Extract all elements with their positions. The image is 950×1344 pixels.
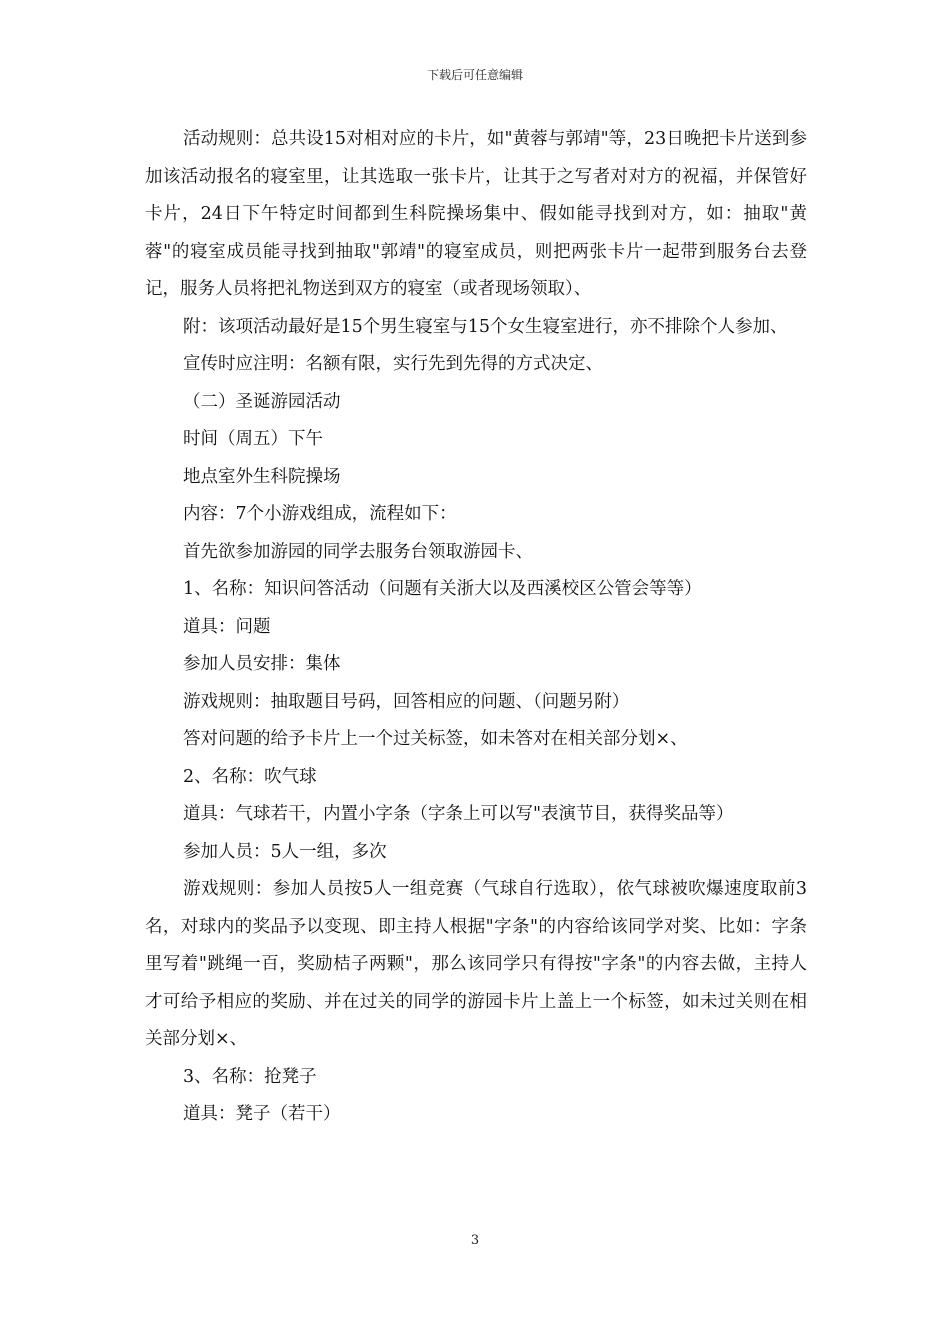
game-1-rules: 游戏规则：抽取题目号码，回答相应的问题、（问题另附） xyxy=(183,691,630,712)
game-2-rules: 游戏规则：参加人员按5人一组竞赛（气球自行选取），依气球被吹爆速度取前3名，对球内的奖品予以变现、即主持人根据"字条"的内容给该同学对奖、比如：字条里写着"跳绳一百，奖励桔子两颗"，那么该同学只有得按"字条"的内容去做，主持人才可给予相应的奖励、并在过关的同学的游园卡片上盖上一个标签，如未过关则在相关部分划×、 xyxy=(145,879,807,1049)
section-heading-garden-party: （二）圣诞游园活动 xyxy=(183,391,341,412)
paragraph-first-step: 首先欲参加游园的同学去服务台领取游园卡、 xyxy=(183,541,533,562)
page-header: 下载后可任意编辑 xyxy=(426,68,523,82)
game-2-name: 2、名称：吹气球 xyxy=(183,766,317,787)
paragraph-time: 时间（周五）下午 xyxy=(183,429,323,449)
game-2-props: 道具：气球若干，内置小字条（字条上可以写"表演节目，获得奖品等） xyxy=(183,804,734,824)
game-1-participants: 参加人员安排：集体 xyxy=(183,654,341,674)
paragraph-activity-rules: 活动规则：总共设15对相对应的卡片，如"黄蓉与郭靖"等，23日晚把卡片送到参加该活动报名的寝室里，让其选取一张卡片，让其于之写者对对方的祝福，并保管好卡片，24日下午特定时间都到生科院操场集中、假如能寻找到对方，如：抽取"黄蓉"的寝室成员能寻找到抽取"郭靖"的寝室成员，则把两张卡片一起带到服务台去登记，服务人员将把礼物送到双方的寝室（或者现场领取）、 xyxy=(145,129,807,299)
game-2-participants: 参加人员：5人一组，多次 xyxy=(183,841,387,862)
game-1-name: 1、名称：知识问答活动（问题有关浙大以及西溪校区公管会等等） xyxy=(183,579,702,599)
game-3-props: 道具：凳子（若干） xyxy=(183,1104,341,1124)
paragraph-location: 地点室外生科院操场 xyxy=(183,466,341,487)
paragraph-publicity-note: 宣传时应注明：名额有限，实行先到先得的方式决定、 xyxy=(183,354,603,374)
paragraph-content: 内容：7个小游戏组成，流程如下： xyxy=(183,504,457,524)
document-body xyxy=(145,121,807,1134)
paragraph-appendix-note: 附：该项活动最好是15个男生寝室与15个女生寝室进行，亦不排除个人参加、 xyxy=(183,316,788,337)
game-1-scoring: 答对问题的给予卡片上一个过关标签，如未答对在相关部分划×、 xyxy=(183,729,688,749)
game-1-props: 道具：问题 xyxy=(183,616,271,637)
page-number: 3 xyxy=(470,1233,480,1248)
game-3-name: 3、名称：抢凳子 xyxy=(183,1066,317,1087)
